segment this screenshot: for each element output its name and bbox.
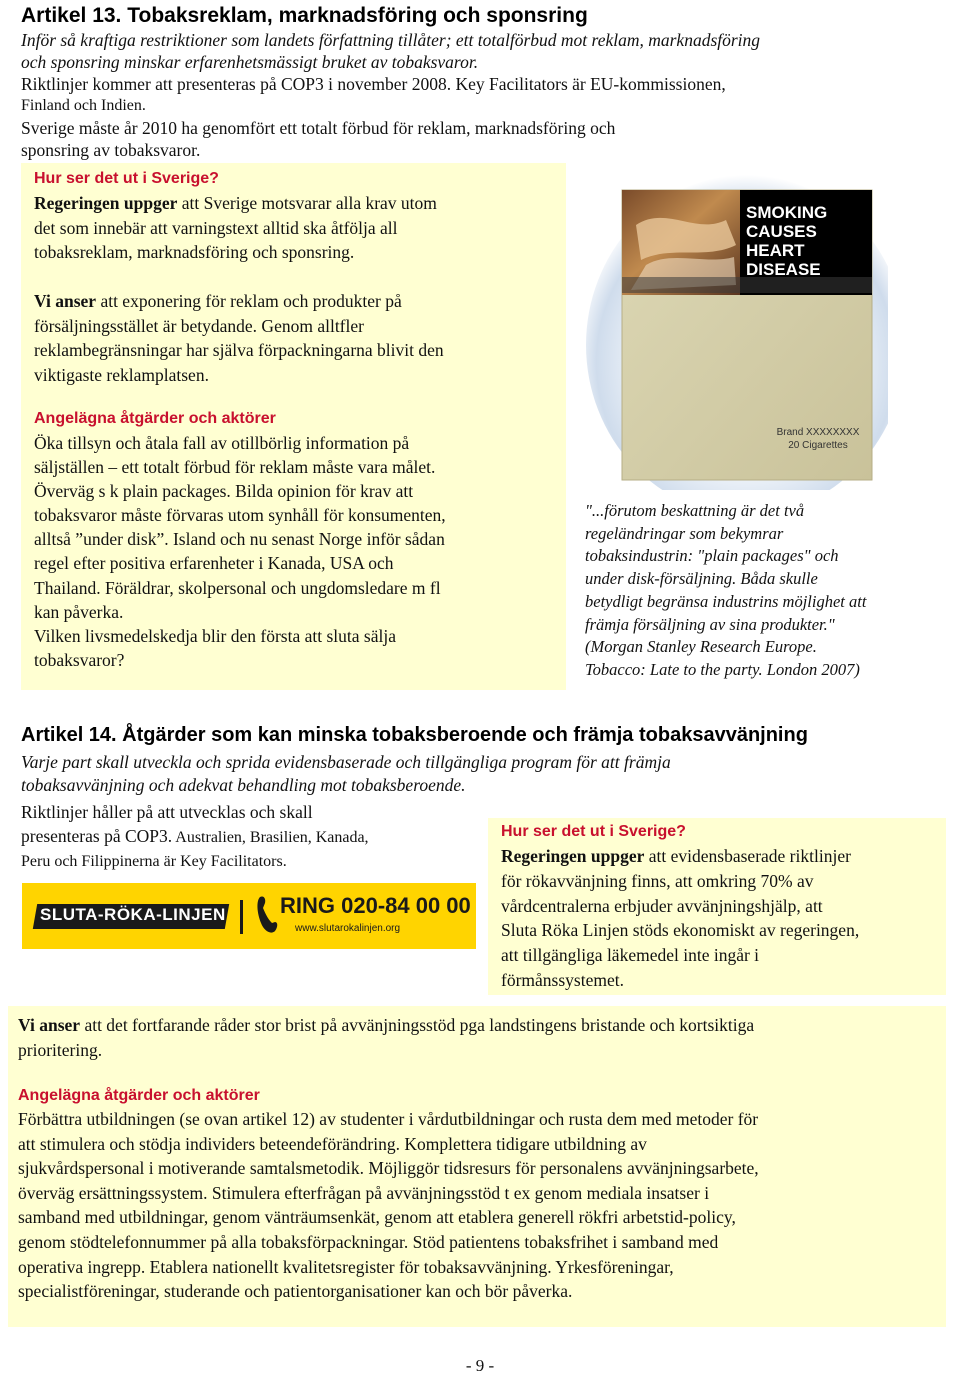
art14-actions-line: samband med utbildningar, genom vänträumsenkät, genom att etablera generell rökfri arbetstid-policy, — [18, 1207, 736, 1228]
art13-box-p2-line: viktigaste reklamplatsen. — [34, 364, 209, 385]
banner-divider — [240, 900, 243, 934]
art14-box-line: för rökavvänjning finns, att omkring 70% av — [501, 870, 814, 891]
art13-intro — [21, 29, 760, 73]
art13-guidelines-line: Riktlinjer kommer att presenteras på COP3 i november 2008. Key Facilitators är EU-kommissionen, — [21, 74, 726, 94]
art13-actions-heading: Angelägna åtgärder och aktörer — [34, 410, 276, 427]
cigarette-pack-image — [586, 165, 888, 490]
art14-guidelines-line: Peru och Filippinerna är Key Facilitators. — [21, 853, 287, 870]
art13-actions-line: tobaksvaror? — [34, 649, 125, 670]
art13-actions-line: säljställen – ett totalt förbud för reklam måste vara målet. — [34, 457, 436, 478]
phone-icon — [256, 895, 278, 935]
quote-line: "...förutom beskattning är det två — [585, 501, 805, 520]
banner-phone: RING 020-84 00 00 — [280, 893, 471, 918]
pack-brand-line: 20 Cigarettes — [788, 440, 848, 451]
art13-box-p2 — [34, 289, 444, 387]
art14-actions-line: överväg ersättningssystem. Stimulera efterfrågan på avvänjningsstöd t ex genom mediala insatser i — [18, 1182, 710, 1203]
quote-line: Tobacco: Late to the party. London 2007) — [585, 659, 860, 679]
pack-brand-line: Brand XXXXXXXX — [776, 427, 860, 438]
art14-actions-line: sjukvårdspersonal i motiverande samtalsmetodik. Möjliggör tidsresurs för personalens avvänjningsarbete, — [18, 1158, 759, 1179]
art13-actions-line: regel efter positiva erfarenheter i Kanada, USA och — [34, 553, 394, 574]
quote-line: regeländringar som bekymrar — [585, 523, 784, 543]
pack-warning-line: CAUSES — [746, 222, 817, 241]
art13-guidelines-line: sponsring av tobaksvaror. — [21, 140, 201, 160]
quote-line: under disk-försäljning. Båda skulle — [585, 569, 818, 589]
banner-left-text: SLUTA-RÖKA-LINJEN — [40, 905, 226, 924]
art14-title: Artikel 14. Åtgärder som kan minska tobaksberoende och främja tobaksavvänjning — [21, 724, 808, 746]
pack-warning-text — [746, 203, 872, 279]
art14-box-text — [501, 844, 859, 993]
art14-actions-line: Förbättra utbildningen (se ovan artikel 12) av studenter i vårdutbildningar och rusta dem med metoder för — [18, 1109, 759, 1129]
art13-actions-line: alltså ”under disk”. Island och nu senast Norge inför sådan — [34, 529, 445, 550]
page-number: - 9 - — [465, 1356, 495, 1375]
art13-box-p2-lead: Vi anser — [34, 291, 97, 311]
pack-warning-line: HEART — [746, 241, 805, 260]
art14-guidelines-text: Australien, Brasilien, Kanada, — [172, 829, 369, 846]
art14-box-heading: Hur ser det ut i Sverige? — [501, 823, 686, 840]
art13-title: Artikel 13. Tobaksreklam, marknadsföring och sponsring — [21, 4, 588, 27]
art13-box-p2-line: försäljningsstället är betydande. Genom alltfler — [34, 315, 364, 336]
industry-quote — [585, 500, 866, 682]
art13-box-p1-line: tobaksreklam, marknadsföring och sponsring. — [34, 242, 355, 262]
art14-intro-line: tobaksavvänjning och adekvat behandling mot tobaksberoende. — [21, 775, 466, 795]
banner-url: www.slutarokalinjen.org — [295, 923, 401, 934]
art14-guidelines-text: presenteras på COP3. — [21, 826, 173, 846]
art13-intro-line: och sponsring minskar erfarenhetsmässigt bruket av tobaksvaror. — [21, 52, 479, 72]
art14-opinion-lead: Vi anser — [18, 1015, 81, 1035]
art13-box-p1-line: det som innebär att varningstext alltid ska åtfölja all — [34, 217, 398, 238]
art14-opinion-line: prioritering. — [18, 1039, 103, 1060]
art14-intro-line: Varje part skall utveckla och sprida evidensbaserade och tillgängliga program för att främja — [21, 752, 671, 772]
art13-actions-line: Överväg s k plain packages. Bilda opinion för krav att — [34, 481, 414, 502]
art14-guidelines — [21, 800, 369, 874]
quote-line: betydligt begränsa industrins möjlighet att — [585, 591, 867, 611]
quote-line: främja försäljning av sina produkter." — [585, 614, 835, 634]
art13-actions-line: Öka tillsyn och åtala fall av otillbörlig information på — [34, 433, 410, 453]
art14-actions-line: operativa ingrepp. Etablera nationellt kvalitetsregister för tobaksavvänjning. Yrkesföreningar, — [18, 1256, 674, 1277]
art14-actions-line: att stimulera och stödja individers beteendeförändring. Komplettera tidigare utbildning av — [18, 1133, 647, 1154]
art13-actions — [34, 431, 446, 672]
art13-actions-line: kan påverka. — [34, 601, 124, 622]
art14-guidelines-line: Riktlinjer håller på att utvecklas och skall — [21, 802, 313, 822]
art13-box-p1 — [34, 191, 437, 265]
art14-intro — [21, 751, 671, 797]
art14-actions-line: genom stödtelefonnummer på alla tobaksförpackningar. Stöd patientens tobaksfrihet i samband med — [18, 1231, 719, 1252]
art13-guidelines — [21, 73, 726, 161]
art13-actions-line: Thailand. Föräldrar, skolpersonal och ungdomsledare m fl — [34, 577, 441, 598]
art14-actions-line: specialistföreningar, studerande och patientorganisationer kan och bör påverka. — [18, 1281, 573, 1302]
pack-warning-line: DISEASE — [746, 260, 821, 279]
art13-box-p1-lead: Regeringen uppger — [34, 193, 178, 213]
art13-intro-line: Inför så kraftiga restriktioner som landets författning tillåter; ett totalförbud mot reklam, marknadsföring — [21, 30, 761, 50]
art13-box-p1-text: att Sverige motsvarar alla krav utom — [177, 193, 437, 213]
art14-box-lead: Regeringen uppger — [501, 846, 645, 866]
art14-box-line: förmånssystemet. — [501, 969, 624, 990]
sluta-roka-linjen-banner — [22, 883, 476, 949]
art14-box-line: Sluta Röka Linjen stöds ekonomiskt av regeringen, — [501, 920, 860, 941]
art13-box-p2-line: reklambegränsningar har själva förpackningarna blivit den — [34, 340, 444, 360]
art14-actions — [18, 1107, 759, 1304]
art14-actions-heading: Angelägna åtgärder och aktörer — [18, 1087, 260, 1104]
art13-actions-line: tobaksvaror måste förvaras utom synhåll för konsumenten, — [34, 505, 446, 526]
art13-actions-line: Vilken livsmedelskedja blir den första att sluta sälja — [34, 625, 396, 646]
art14-box-line: att tillgängliga läkemedel inte ingår i — [501, 945, 760, 966]
art13-guidelines-line: Sverige måste år 2010 ha genomfört ett totalt förbud för reklam, marknadsföring och — [21, 118, 616, 138]
art13-guidelines-line: Finland och Indien. — [21, 97, 146, 114]
art14-box-line: vårdcentralerna erbjuder avvänjningshjälp, att — [501, 895, 823, 916]
pack-warning-line: SMOKING — [746, 203, 828, 222]
art13-box-p2-text: att exponering för reklam och produkter på — [96, 291, 402, 311]
art14-opinion-text: att det fortfarande råder stor brist på avvänjningsstöd pga landstingens bristande och kortsiktiga — [80, 1015, 755, 1035]
quote-line: tobaksindustrin: "plain packages" och — [585, 546, 839, 566]
art14-box-text-line: att evidensbaserade riktlinjer — [644, 846, 851, 866]
quote-line: (Morgan Stanley Research Europe. — [585, 637, 817, 657]
art13-box-heading: Hur ser det ut i Sverige? — [34, 170, 219, 187]
art14-opinion — [18, 1013, 754, 1062]
